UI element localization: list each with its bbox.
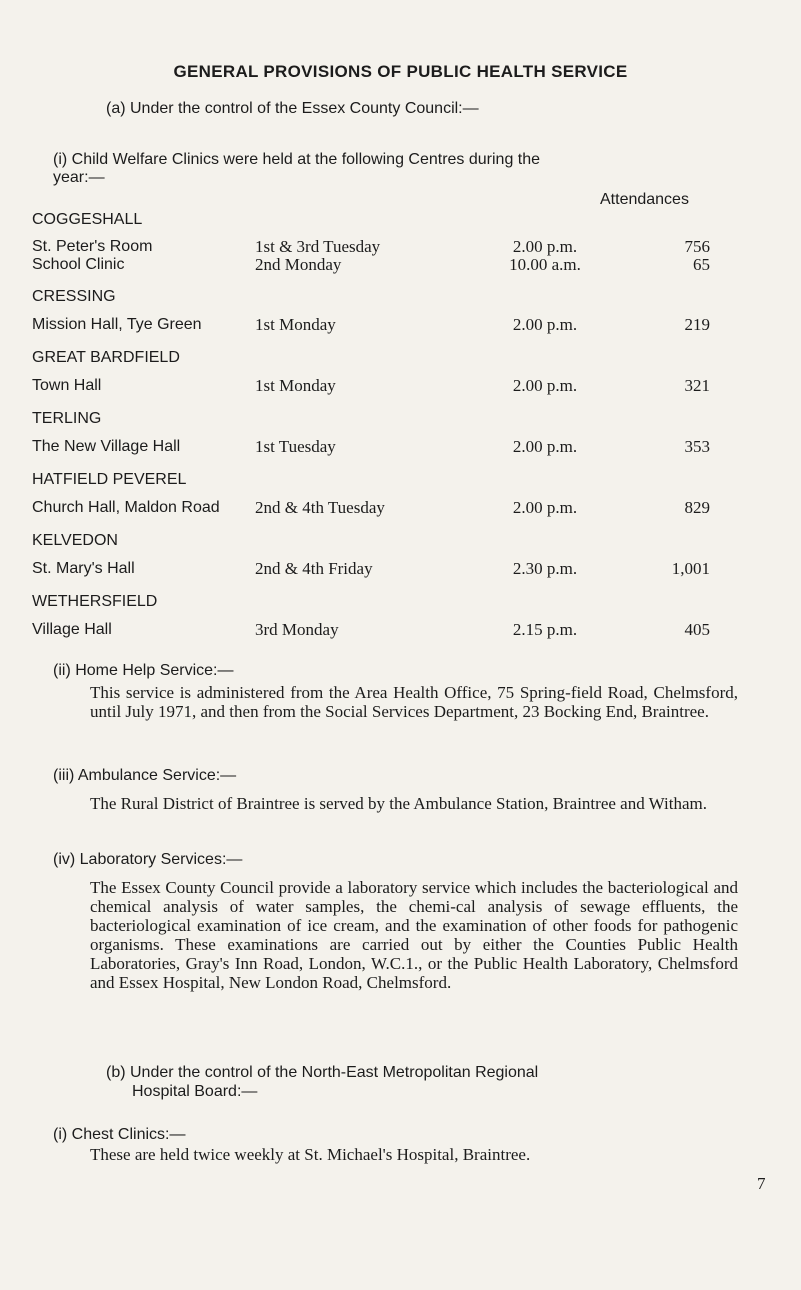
clinics-intro-line2: year:— (53, 169, 105, 186)
clinic-day: 1st Monday (255, 315, 336, 334)
home-help-heading: (ii) Home Help Service:— (53, 662, 234, 679)
clinic-time: 2.00 p.m. (512, 315, 578, 334)
clinic-group-name: KELVEDON (32, 532, 118, 549)
chest-clinics-heading: (i) Chest Clinics:— (53, 1126, 186, 1143)
clinic-attendances: 756 (684, 237, 710, 256)
clinic-venue: Mission Hall, Tye Green (32, 316, 202, 333)
ambulance-heading: (iii) Ambulance Service:— (53, 767, 237, 784)
clinic-day: 1st & 3rd Tuesday (255, 237, 381, 256)
clinic-attendances: 321 (684, 376, 710, 395)
laboratory-heading: (iv) Laboratory Services:— (53, 851, 243, 868)
clinic-venue: St. Peter's Room (32, 238, 153, 255)
clinic-time: 2.15 p.m. (512, 620, 578, 639)
laboratory-text: The Essex County Council provide a laboratory service which includes the bacteriological and chemical analysis of water samples, the chemi-cal analysis of sewage effluents, the bacteriological examination of ice cream, and the examination of other foods for pathogenic organisms. These examinations are carried out by either the Counties Public Health Laboratories, Gray's Inn Road, London, W.C.1., or the Public Health Laboratory, Chelmsford and Essex Hospital, New London Road, Chelmsford. (90, 878, 738, 992)
clinic-attendances: 405 (684, 620, 710, 639)
clinic-time: 2.00 p.m. (512, 237, 578, 256)
clinic-group-name: CRESSING (32, 288, 116, 305)
clinic-group-name: GREAT BARDFIELD (32, 349, 180, 366)
page-title: GENERAL PROVISIONS OF PUBLIC HEALTH SERVICE (173, 62, 628, 81)
clinic-time: 10.00 a.m. (509, 255, 581, 274)
clinic-venue: School Clinic (32, 256, 125, 273)
clinic-attendances: 219 (684, 315, 710, 334)
clinic-day: 1st Tuesday (255, 437, 336, 456)
clinic-day: 2nd & 4th Tuesday (255, 498, 385, 517)
ambulance-text: The Rural District of Braintree is served by the Ambulance Station, Braintree and Witham. (90, 794, 707, 813)
clinic-day: 2nd Monday (255, 255, 342, 274)
clinic-time: 2.30 p.m. (512, 559, 578, 578)
page-number: 7 (757, 1174, 766, 1193)
clinic-time: 2.00 p.m. (512, 376, 578, 395)
section-b-heading-line1: (b) Under the control of the North-East Metropolitan Regional (106, 1064, 539, 1081)
clinic-day: 1st Monday (255, 376, 336, 395)
clinic-time: 2.00 p.m. (512, 498, 578, 517)
section-a-heading: (a) Under the control of the Essex County Council:— (106, 100, 479, 117)
clinic-venue: Village Hall (32, 621, 112, 638)
section-b-heading-line2: Hospital Board:— (132, 1083, 258, 1100)
clinic-venue: Town Hall (32, 377, 102, 394)
home-help-text: This service is administered from the Area Health Office, 75 Spring-field Road, Chelmsford, until July 1971, and then from the Social Services Department, 23 Bocking End, Braintree. (90, 683, 738, 721)
clinic-venue: The New Village Hall (32, 438, 181, 455)
attendances-header: Attendances (600, 191, 689, 208)
clinic-group-name: TERLING (32, 410, 102, 427)
clinic-attendances: 353 (684, 437, 710, 456)
clinic-group-name: COGGESHALL (32, 211, 143, 228)
clinic-group-name: HATFIELD PEVEREL (32, 471, 187, 488)
chest-clinics-text: These are held twice weekly at St. Michael's Hospital, Braintree. (90, 1145, 531, 1164)
clinic-day: 3rd Monday (255, 620, 339, 639)
clinic-attendances: 829 (684, 498, 710, 517)
clinic-venue: St. Mary's Hall (32, 560, 135, 577)
clinic-group-name: WETHERSFIELD (32, 593, 158, 610)
clinic-time: 2.00 p.m. (512, 437, 578, 456)
clinics-intro-line1: (i) Child Welfare Clinics were held at the following Centres during the (53, 151, 541, 168)
clinic-day: 2nd & 4th Friday (255, 559, 373, 578)
clinic-venue: Church Hall, Maldon Road (32, 499, 220, 516)
clinic-attendances: 1,001 (671, 559, 710, 578)
clinic-attendances: 65 (693, 255, 710, 274)
